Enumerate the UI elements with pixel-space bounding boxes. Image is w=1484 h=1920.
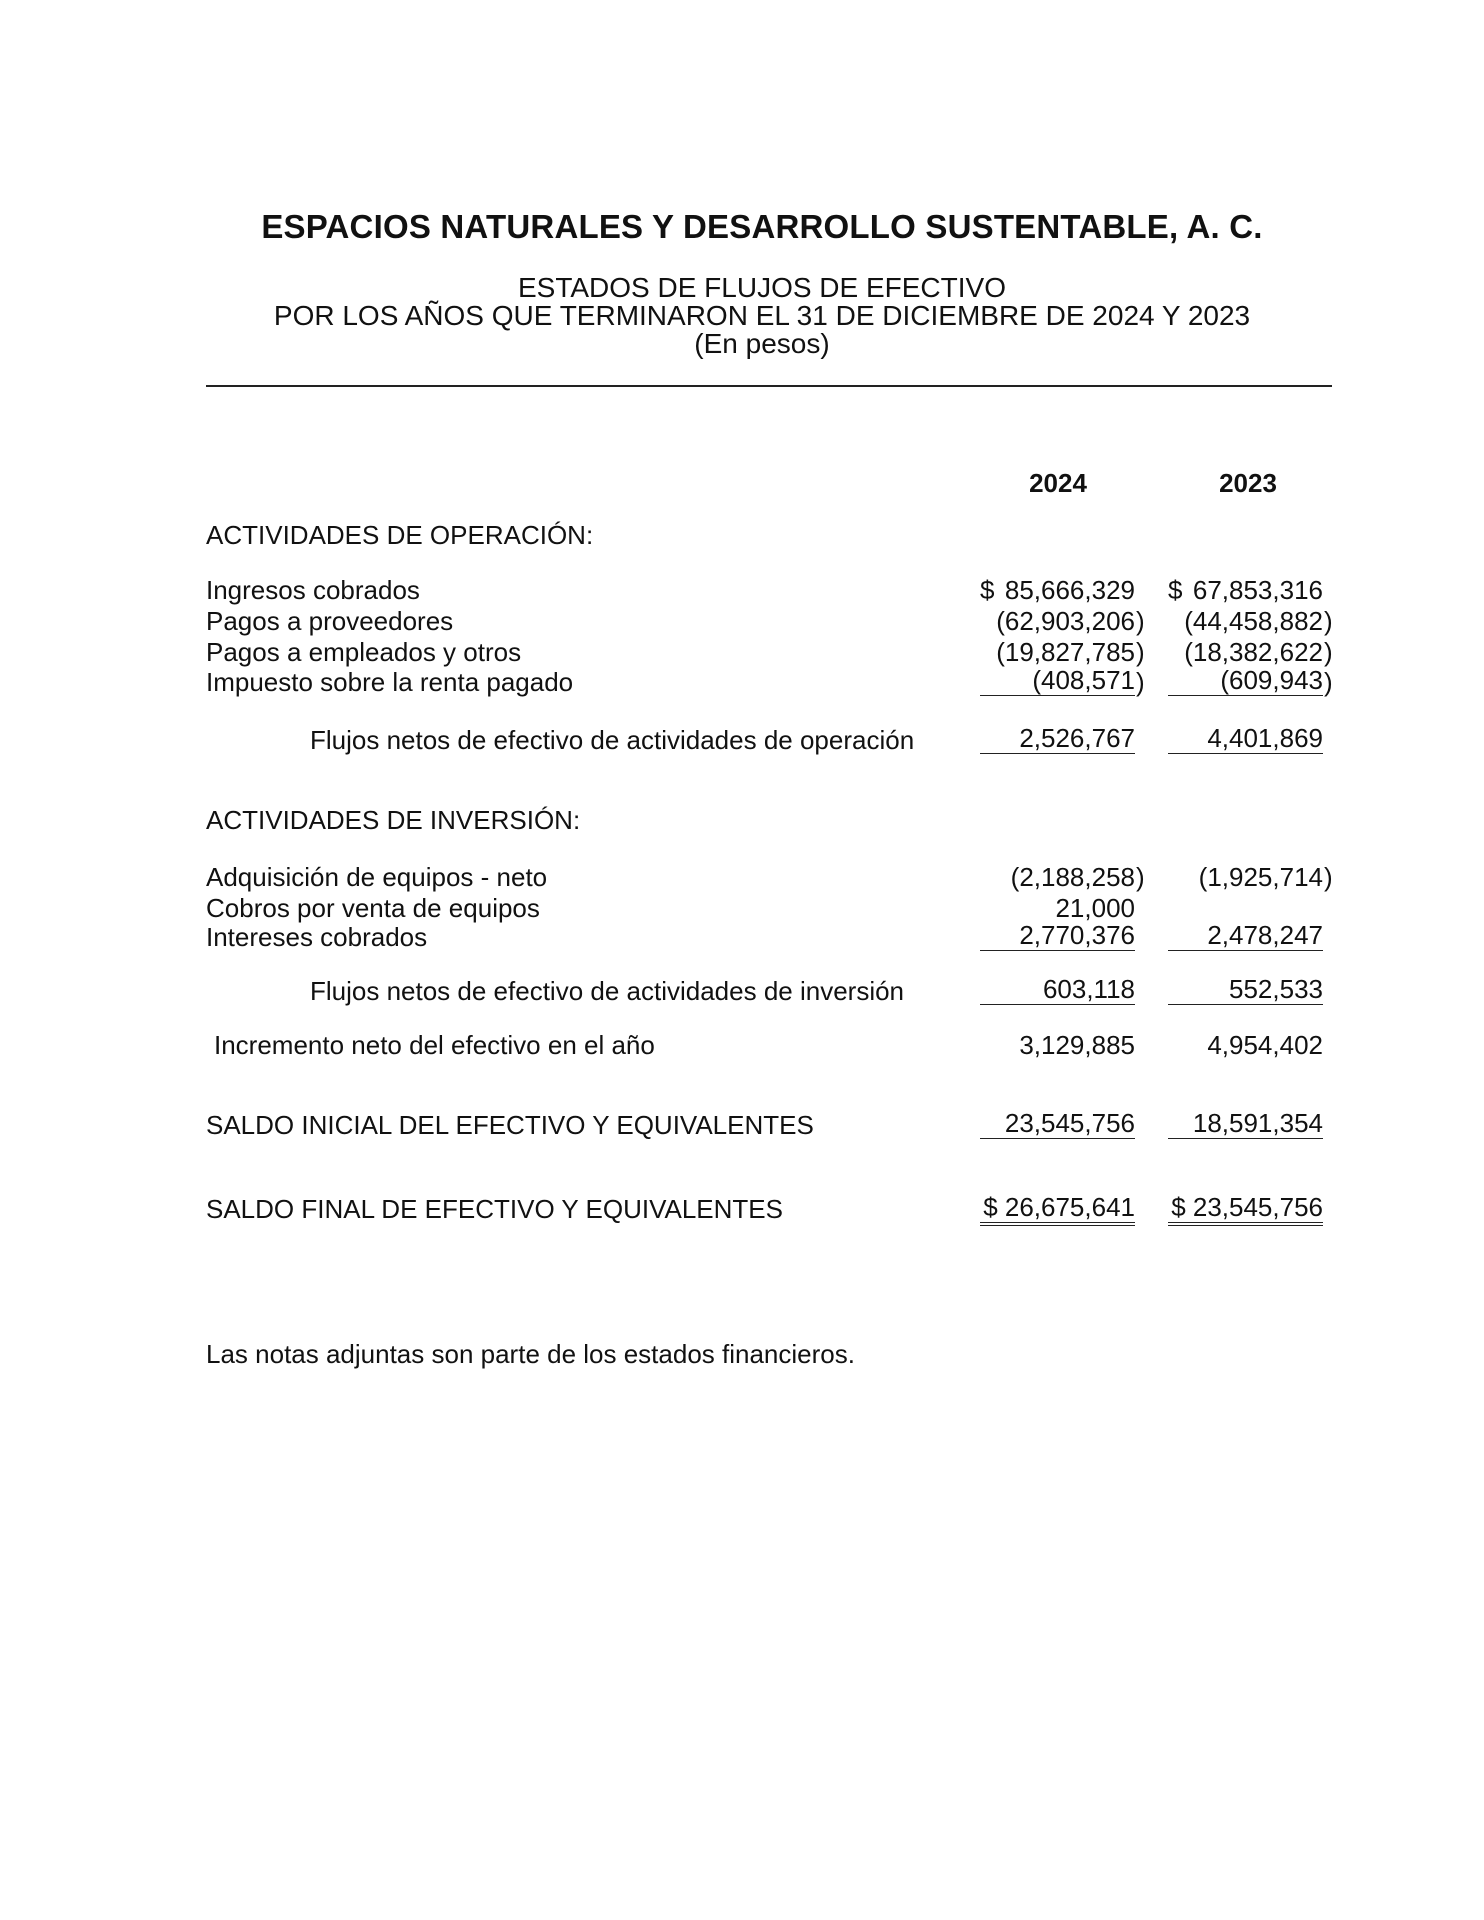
statement-title: ESTADOS DE FLUJOS DE EFECTIVO xyxy=(517,272,1006,303)
paren-close: ) xyxy=(1136,667,1145,697)
amount-isr-2024: (408,571 xyxy=(980,667,1135,696)
footer-note: Las notas adjuntas son parte de los estados financieros. xyxy=(206,1339,855,1369)
row-label-cobros-venta: Cobros por venta de equipos xyxy=(206,893,540,923)
amount-isr-2023: (609,943 xyxy=(1168,667,1323,696)
row-label-pagos-empleados: Pagos a empleados y otros xyxy=(206,637,522,667)
amount-net-investing-2024: 603,118 xyxy=(980,976,1135,1005)
statement-period: POR LOS AÑOS QUE TERMINARON EL 31 DE DICIEMBRE DE 2024 Y 2023 xyxy=(273,300,1251,331)
row-label-net-operating: Flujos netos de efectivo de actividades de operación xyxy=(310,725,915,755)
amount-increase-2024: 3,129,885 xyxy=(1019,1030,1135,1060)
row-label-increase: Incremento neto del efectivo en el año xyxy=(214,1030,655,1060)
amount-opening-2024: 23,545,756 xyxy=(980,1110,1135,1139)
amount-increase-2023: 4,954,402 xyxy=(1207,1030,1323,1060)
amount-cobros-venta-2024: 21,000 xyxy=(1055,893,1135,923)
row-label-closing-balance: SALDO FINAL DE EFECTIVO Y EQUIVALENTES xyxy=(206,1194,783,1224)
row-label-opening-balance: SALDO INICIAL DEL EFECTIVO Y EQUIVALENTES xyxy=(206,1110,814,1140)
amount-adquisicion-2024: (2,188,258 xyxy=(1010,862,1135,892)
amount-closing-2024: $ 26,675,641 xyxy=(980,1194,1135,1226)
amount-pagos-proveedores-2023: (44,458,882 xyxy=(1184,606,1323,636)
row-label-intereses: Intereses cobrados xyxy=(206,922,428,952)
section-heading-operating: ACTIVIDADES DE OPERACIÓN: xyxy=(206,520,594,550)
amount-pagos-empleados-2024: (19,827,785 xyxy=(996,637,1135,667)
section-heading-investing: ACTIVIDADES DE INVERSIÓN: xyxy=(206,805,581,835)
amount-opening-2023: 18,591,354 xyxy=(1168,1110,1323,1139)
row-label-ingresos: Ingresos cobrados xyxy=(206,575,420,605)
column-header-2024: 2024 xyxy=(1029,468,1087,498)
amount-adquisicion-2023: (1,925,714 xyxy=(1198,862,1323,892)
amount-ingresos-2023: $ 67,853,316 xyxy=(1168,575,1323,605)
amount-pagos-proveedores-2024: (62,903,206 xyxy=(996,606,1135,636)
paren-close: ) xyxy=(1324,667,1333,697)
paren-close: ) xyxy=(1324,606,1333,636)
paren-close: ) xyxy=(1136,637,1145,667)
row-label-adquisicion: Adquisición de equipos - neto xyxy=(206,862,548,892)
currency-symbol: $ xyxy=(1168,575,1183,605)
amount-intereses-2024: 2,770,376 xyxy=(980,922,1135,951)
paren-close: ) xyxy=(1324,862,1333,892)
amount-net-investing-2023: 552,533 xyxy=(1168,976,1323,1005)
amount-net-operating-2024: 2,526,767 xyxy=(980,725,1135,754)
column-header-2023: 2023 xyxy=(1219,468,1277,498)
amount-closing-2023: $ 23,545,756 xyxy=(1168,1194,1323,1226)
statement-units: (En pesos) xyxy=(694,328,830,359)
amount-net-operating-2023: 4,401,869 xyxy=(1168,725,1323,754)
row-label-isr: Impuesto sobre la renta pagado xyxy=(206,667,574,697)
row-label-net-investing: Flujos netos de efectivo de actividades de inversión xyxy=(310,976,905,1006)
amount-ingresos-2024: $ 85,666,329 xyxy=(980,575,1135,605)
paren-close: ) xyxy=(1136,862,1145,892)
paren-close: ) xyxy=(1324,637,1333,667)
header-divider xyxy=(206,385,1332,387)
paren-close: ) xyxy=(1136,606,1145,636)
row-label-pagos-proveedores: Pagos a proveedores xyxy=(206,606,454,636)
organization-name: ESPACIOS NATURALES Y DESARROLLO SUSTENTABLE, A. C. xyxy=(261,208,1263,245)
currency-symbol: $ xyxy=(980,575,995,605)
amount-pagos-empleados-2023: (18,382,622 xyxy=(1184,637,1323,667)
amount-intereses-2023: 2,478,247 xyxy=(1168,922,1323,951)
